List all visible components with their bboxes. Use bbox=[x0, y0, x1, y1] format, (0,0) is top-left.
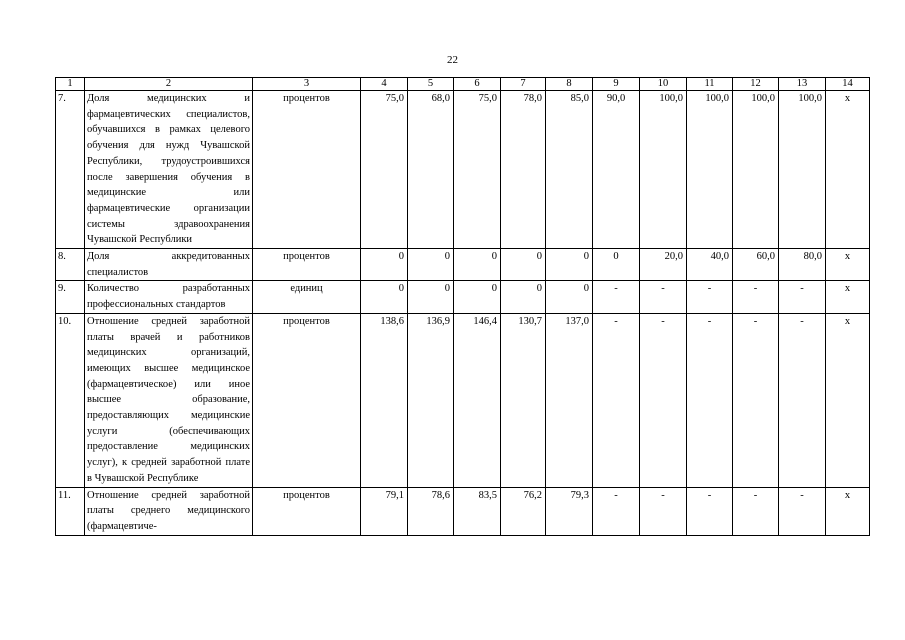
value-cell: x bbox=[826, 281, 870, 313]
indicator-name: Отношение средней заработной платы среднего медицинского (фармацевтиче- bbox=[85, 487, 253, 535]
value-cell: x bbox=[826, 91, 870, 249]
value-cell: 75,0 bbox=[454, 91, 501, 249]
column-header: 8 bbox=[546, 78, 593, 91]
value-cell: 137,0 bbox=[546, 313, 593, 487]
value-cell: - bbox=[687, 313, 733, 487]
unit-cell: процентов bbox=[253, 91, 361, 249]
value-cell: 40,0 bbox=[687, 249, 733, 281]
value-cell: 136,9 bbox=[408, 313, 454, 487]
column-header: 12 bbox=[733, 78, 779, 91]
value-cell: 0 bbox=[546, 249, 593, 281]
indicators-table bbox=[55, 77, 870, 536]
value-cell: 0 bbox=[546, 281, 593, 313]
value-cell: - bbox=[779, 281, 826, 313]
value-cell: 80,0 bbox=[779, 249, 826, 281]
value-cell: 90,0 bbox=[593, 91, 640, 249]
table-header-row bbox=[56, 78, 870, 91]
value-cell: 76,2 bbox=[501, 487, 546, 535]
value-cell: 78,6 bbox=[408, 487, 454, 535]
value-cell: 130,7 bbox=[501, 313, 546, 487]
column-header: 6 bbox=[454, 78, 501, 91]
value-cell: 20,0 bbox=[640, 249, 687, 281]
value-cell: - bbox=[779, 487, 826, 535]
column-header: 10 bbox=[640, 78, 687, 91]
table-row bbox=[56, 249, 870, 281]
column-header: 4 bbox=[361, 78, 408, 91]
value-cell: 100,0 bbox=[687, 91, 733, 249]
value-cell: - bbox=[640, 281, 687, 313]
column-header: 13 bbox=[779, 78, 826, 91]
value-cell: 0 bbox=[454, 281, 501, 313]
value-cell: 0 bbox=[593, 249, 640, 281]
value-cell: - bbox=[733, 313, 779, 487]
value-cell: 100,0 bbox=[640, 91, 687, 249]
row-number: 8. bbox=[56, 249, 85, 281]
table-row bbox=[56, 313, 870, 487]
indicator-name: Количество разработанных профессиональных стандартов bbox=[85, 281, 253, 313]
value-cell: 0 bbox=[361, 249, 408, 281]
value-cell: 0 bbox=[408, 249, 454, 281]
column-header: 1 bbox=[56, 78, 85, 91]
value-cell: 138,6 bbox=[361, 313, 408, 487]
value-cell: - bbox=[640, 487, 687, 535]
page-number: 22 bbox=[447, 54, 458, 66]
value-cell: 75,0 bbox=[361, 91, 408, 249]
unit-cell: процентов bbox=[253, 313, 361, 487]
row-number: 9. bbox=[56, 281, 85, 313]
column-header: 3 bbox=[253, 78, 361, 91]
value-cell: 100,0 bbox=[733, 91, 779, 249]
value-cell: 60,0 bbox=[733, 249, 779, 281]
value-cell: - bbox=[593, 313, 640, 487]
row-number: 10. bbox=[56, 313, 85, 487]
value-cell: 79,1 bbox=[361, 487, 408, 535]
column-header: 14 bbox=[826, 78, 870, 91]
value-cell: - bbox=[687, 487, 733, 535]
value-cell: - bbox=[733, 487, 779, 535]
value-cell: 0 bbox=[408, 281, 454, 313]
indicator-name: Доля медицинских и фармацевтических специалистов, обучавшихся в рамках целевого обучения для нужд Чувашской Республики, трудоустроившихся после завершения обучения в медицинские или фармацевтические организации системы здравоохранения Чувашской Республики bbox=[85, 91, 253, 249]
value-cell: x bbox=[826, 249, 870, 281]
column-header: 5 bbox=[408, 78, 454, 91]
value-cell: 146,4 bbox=[454, 313, 501, 487]
table-row bbox=[56, 281, 870, 313]
value-cell: 68,0 bbox=[408, 91, 454, 249]
value-cell: - bbox=[593, 281, 640, 313]
value-cell: - bbox=[640, 313, 687, 487]
value-cell: 100,0 bbox=[779, 91, 826, 249]
value-cell: 0 bbox=[501, 249, 546, 281]
unit-cell: процентов bbox=[253, 487, 361, 535]
value-cell: x bbox=[826, 313, 870, 487]
table-row bbox=[56, 91, 870, 249]
value-cell: 78,0 bbox=[501, 91, 546, 249]
indicator-name: Отношение средней заработной платы врачей и работников медицинских организаций, имеющих высшее медицинское (фармацевтическое) или иное высшее образование, предоставляющих медицинские услуги (обеспечивающих предоставление медицинских услуг), к средней заработной плате в Чувашской Республике bbox=[85, 313, 253, 487]
value-cell: - bbox=[733, 281, 779, 313]
indicator-name: Доля аккредитованных специалистов bbox=[85, 249, 253, 281]
value-cell: - bbox=[593, 487, 640, 535]
value-cell: 0 bbox=[454, 249, 501, 281]
unit-cell: процентов bbox=[253, 249, 361, 281]
table-row bbox=[56, 487, 870, 535]
column-header: 11 bbox=[687, 78, 733, 91]
value-cell: 0 bbox=[361, 281, 408, 313]
row-number: 7. bbox=[56, 91, 85, 249]
value-cell: 0 bbox=[501, 281, 546, 313]
column-header: 7 bbox=[501, 78, 546, 91]
value-cell: 85,0 bbox=[546, 91, 593, 249]
value-cell: - bbox=[687, 281, 733, 313]
row-number: 11. bbox=[56, 487, 85, 535]
value-cell: - bbox=[779, 313, 826, 487]
column-header: 2 bbox=[85, 78, 253, 91]
unit-cell: единиц bbox=[253, 281, 361, 313]
value-cell: x bbox=[826, 487, 870, 535]
value-cell: 83,5 bbox=[454, 487, 501, 535]
column-header: 9 bbox=[593, 78, 640, 91]
value-cell: 79,3 bbox=[546, 487, 593, 535]
